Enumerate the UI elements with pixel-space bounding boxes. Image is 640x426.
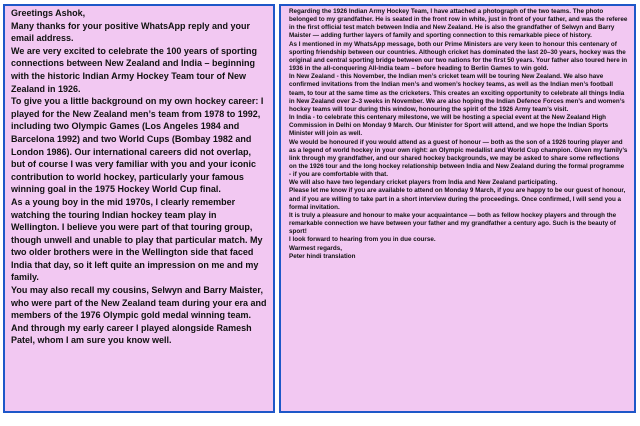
letter-left-column: [3, 4, 275, 413]
letter-right-column: [279, 4, 636, 413]
signature: Peter hindi translation: [289, 252, 356, 260]
letter-paragraph: You may also recall my cousins, Selwyn and Barry Maister, who were part of the New Zealand team during your era and members of the 1976 Olympic gold medal winning team. And through my early career I played alongside Ramesh Patel, whom I am sure you know well.: [11, 285, 267, 346]
letter-paragraph: We would be honoured if you would attend as a guest of honour — both as the son of a 1926 touring player and as a legend of world hockey in your own right: an Olympic medallist and World Cup champion. Given my family’s link through my grandfather, and our shared hockey backgrounds, we may be asked to share some reflections on the 1926 tour and the long hockey relationship between India and New Zealand during the formal programme - if you are comfortable with that.: [289, 138, 628, 179]
letter-paragraph: We will also have two legendary cricket players from India and New Zealand participating.: [289, 179, 558, 187]
letter-paragraph: Many thanks for your positive WhatsApp reply and your email address.: [11, 20, 251, 44]
letter-paragraph: Please let me know if you are available to attend on Monday 9 March, if you are happy to be our guest of honour, and if you are willing to take part in a short interview during the proceedings. Once confirmed, I will send you a formal invitation.: [289, 187, 626, 211]
letter-paragraph: We are very excited to celebrate the 100 years of sporting connections between New Zealand and India – beginning with the historic Indian Army Hockey Team tour of New Zealand in 1926.: [11, 45, 257, 94]
letter-paragraph: As a young boy in the mid 1970s, I clearly remember watching the touring Indian hockey team play in Wellington. I believe you were part of that touring group, though unwell and unable to play that particular match. My two older brothers were in the Wellington side that faced India that day, so it left quite an impression on me and my family.: [11, 196, 263, 283]
letter-paragraph: It is truly a pleasure and honour to make your acquaintance — both as fellow hockey players and through the remarkable connection we have between your father and my grandfather a century ago. Such is the beauty of sport!: [289, 211, 617, 236]
letter-paragraph: As I mentioned in my WhatsApp message, both our Prime Ministers are very keen to honour this centenary of sporting friendship between our countries. Although cricket has dominated the last 20–30 years, hockey was the original and central sporting bridge between our two nations for the first 50 years. Your father also toured here in 1936 in the all-conquering All-India team – before heading to Berlin Games to win gold.: [289, 40, 628, 73]
sign-off: Warmest regards,: [289, 244, 342, 252]
salutation: Greetings Ashok,: [11, 8, 86, 18]
letter-paragraph: To give you a little background on my own hockey career: I played for the New Zealand men’s team from 1978 to 1992, including two Olympic Games (Los Angeles 1984 and Barcelona 1992) and two World Cups (Bombay 1982 and London 1986). Our international careers did not overlap, but of course I was very familiar with you and your iconic contribution to world hockey, particularly your famous winning goal in the 1975 Hockey World Cup final.: [11, 96, 264, 195]
letter-paragraph: Regarding the 1926 Indian Army Hockey Team, I have attached a photograph of the two teams. The photo belonged to my grandfather. He is seated in the front row in white, just in front of your father, and was the referee in the first official test match between India and New Zealand. He is also the grandfather of Selwyn and Barry Maister — adding further layers of family and sporting connection to this remarkable piece of history.: [289, 8, 628, 40]
closing-line: I look forward to hearing from you in due course.: [289, 236, 436, 244]
letter-paragraph: In India - to celebrate this centenary milestone, we will be hosting a special event at the New Zealand High Commission in Delhi on Monday 9 March. Our Minister for Sport will attend, and we hope the Indian Sports Minister will join as well.: [289, 114, 609, 138]
letter-paragraph: In New Zealand - this November, the Indian men’s cricket team will be touring New Zealand. We also have confirmed invitations from the Indian men’s and women’s hockey teams, as well as the Indian men’s football team, to tour at the same time as the cricketers. This creates an exciting opportunity to celebrate all things India in New Zealand over 2–3 weeks in November. We are also hoping the Indian Defence Forces men’s and women’s hockey teams will tour during this window, honouring the spirit of the 1926 Army team’s visit.: [289, 73, 625, 113]
